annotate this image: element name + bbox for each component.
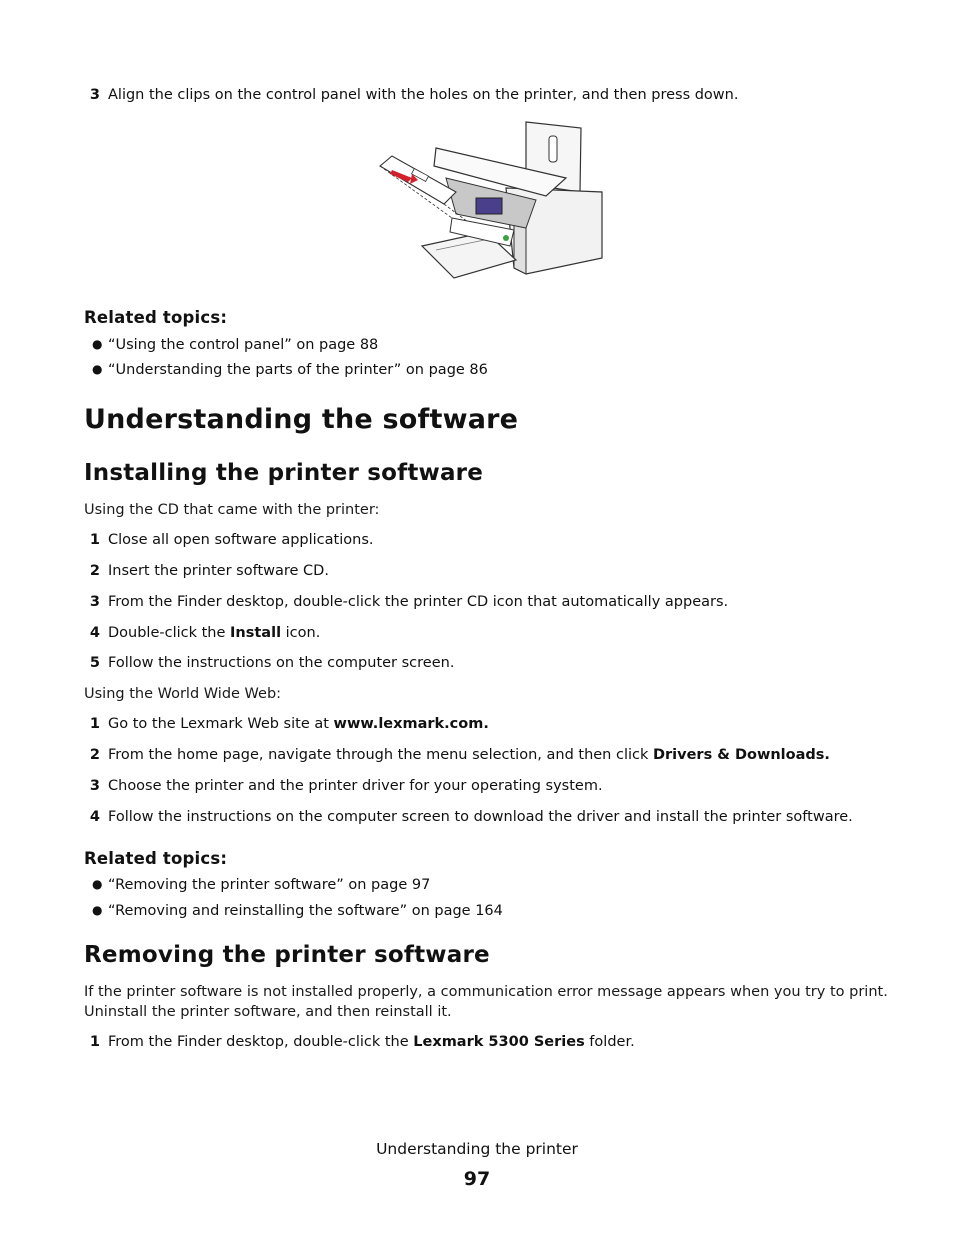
bullet-icon: ● — [92, 877, 103, 891]
install-icon-label: Install — [230, 625, 282, 641]
step-number: 1 — [89, 716, 100, 732]
bullet-icon: ● — [92, 362, 103, 376]
step-text: Follow the instructions on the computer screen. — [108, 655, 455, 671]
lexmark-url: www.lexmark.com. — [333, 716, 489, 732]
step-text: From the Finder desktop, double-click the printer CD icon that automatically appears. — [108, 594, 729, 610]
step-number: 3 — [89, 594, 100, 610]
related-topics-heading: Related topics: — [84, 308, 228, 327]
step-text: Choose the printer and the printer driver for your operating system. — [108, 778, 603, 794]
bullet-icon: ● — [92, 337, 103, 351]
step-number: 1 — [89, 532, 100, 548]
related-link[interactable]: “Removing and reinstalling the software” on page 164 — [108, 903, 503, 919]
paragraph-line: Uninstall the printer software, and then reinstall it. — [84, 1004, 452, 1020]
step-text: Align the clips on the control panel with the holes on the printer, and then press down. — [108, 87, 739, 103]
step-number: 2 — [89, 747, 100, 763]
step-number: 5 — [89, 655, 100, 671]
step-text: From the home page, navigate through the menu selection, and then click Drivers & Downloads. — [108, 747, 830, 763]
related-topics-heading: Related topics: — [84, 849, 228, 868]
related-link[interactable]: “Removing the printer software” on page 97 — [108, 877, 431, 893]
step-text: Go to the Lexmark Web site at www.lexmark.com. — [108, 716, 489, 732]
paragraph-line: If the printer software is not installed properly, a communication error message appears when you try to print. — [84, 984, 888, 1000]
step-text: Follow the instructions on the computer screen to download the driver and install the printer software. — [108, 809, 853, 825]
related-link[interactable]: “Using the control panel” on page 88 — [108, 337, 379, 353]
step-text: From the Finder desktop, double-click the Lexmark 5300 Series folder. — [108, 1034, 635, 1050]
intro-text: Using the World Wide Web: — [84, 686, 282, 702]
section-title: Understanding the software — [84, 404, 519, 435]
subsection-title: Installing the printer software — [84, 460, 484, 486]
step-number: 3 — [89, 87, 100, 103]
step-number: 1 — [89, 1034, 100, 1050]
folder-name: Lexmark 5300 Series — [413, 1034, 585, 1050]
footer-chapter-title: Understanding the printer — [376, 1140, 578, 1158]
step-number: 3 — [89, 778, 100, 794]
step-text: Close all open software applications. — [108, 532, 374, 548]
bullet-icon: ● — [92, 903, 103, 917]
step-number: 4 — [89, 809, 100, 825]
step-text: Insert the printer software CD. — [108, 563, 329, 579]
drivers-downloads-label: Drivers & Downloads. — [652, 747, 830, 763]
printer-illustration — [376, 118, 606, 280]
intro-text: Using the CD that came with the printer: — [84, 502, 380, 518]
step-number: 4 — [89, 625, 100, 641]
step-text: Double-click the Install icon. — [108, 625, 321, 641]
page-number: 97 — [463, 1168, 491, 1190]
subsection-title: Removing the printer software — [84, 942, 490, 968]
related-link[interactable]: “Understanding the parts of the printer” on page 86 — [108, 362, 488, 378]
step-number: 2 — [89, 563, 100, 579]
